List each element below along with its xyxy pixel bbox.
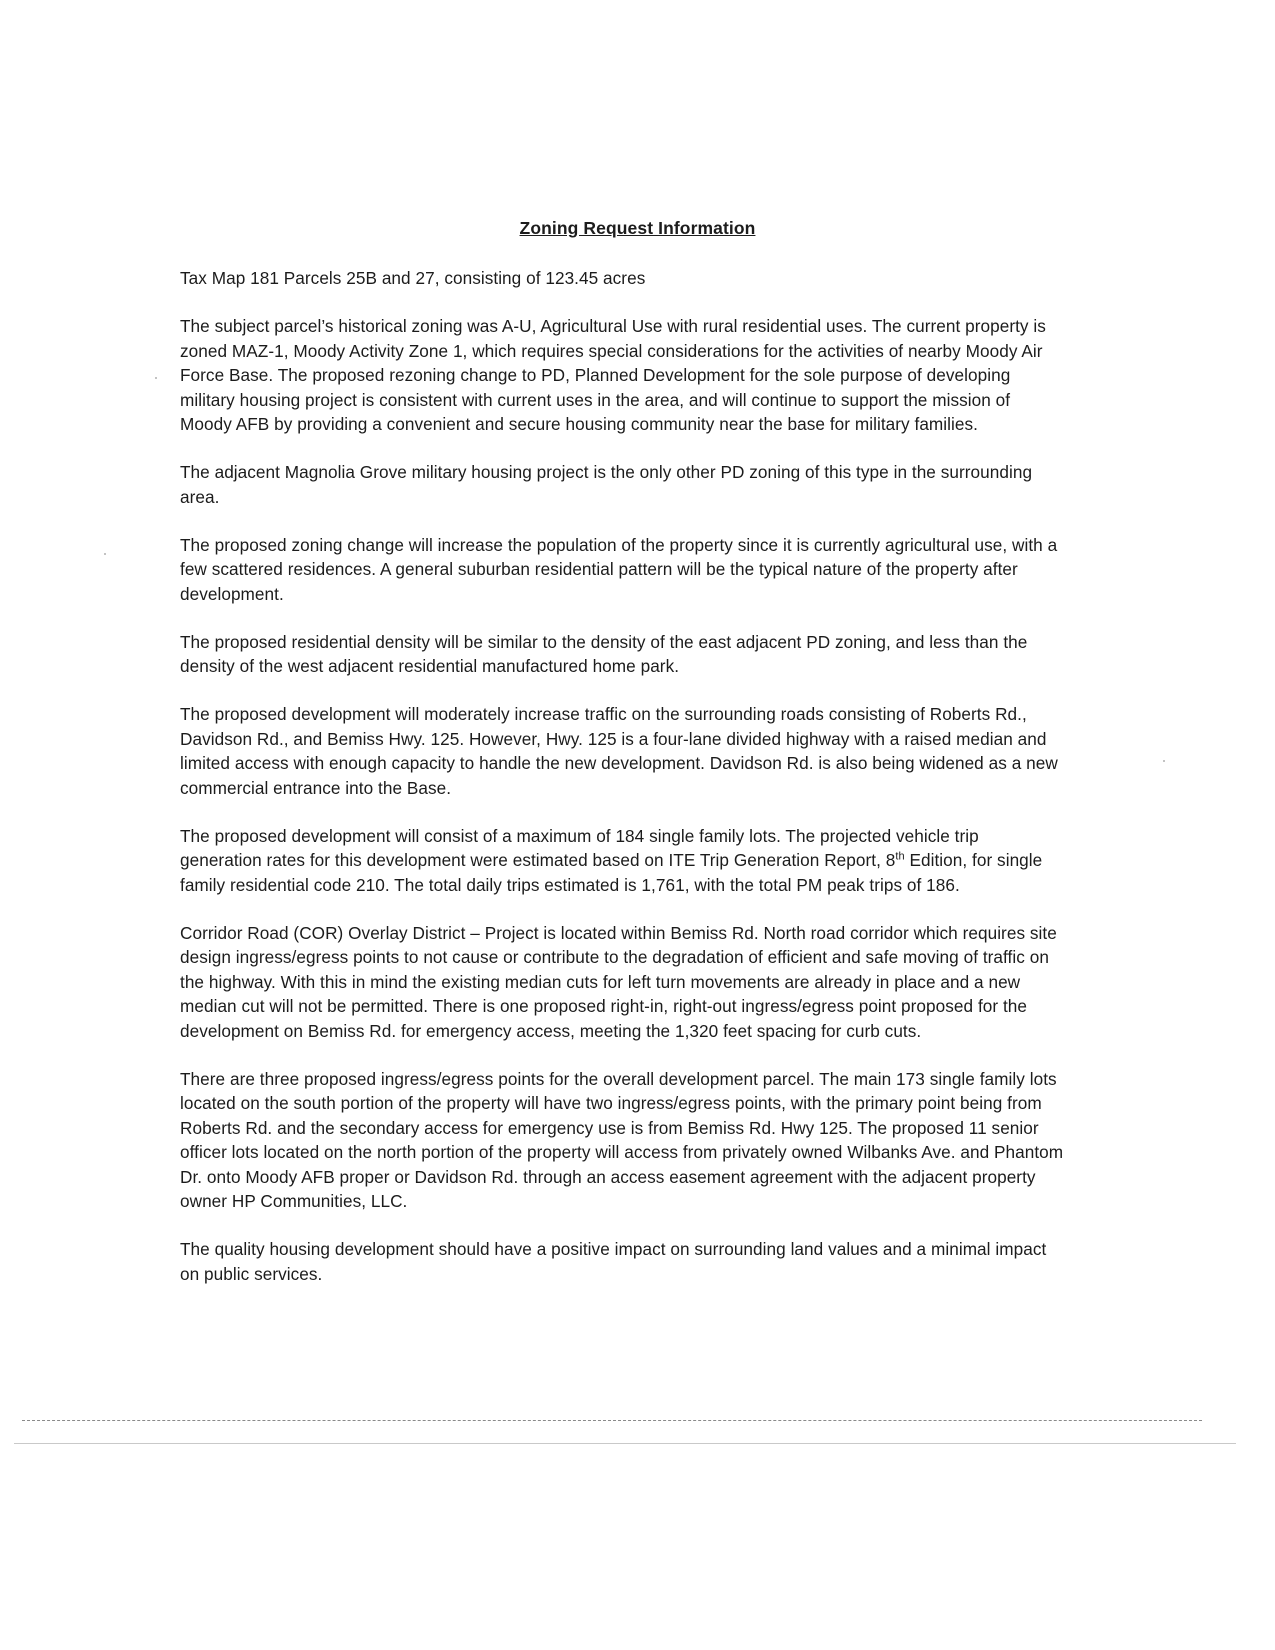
ordinal-superscript: th [895, 850, 905, 863]
paragraph-magnolia-grove: The adjacent Magnolia Grove military housing project is the only other PD zoning of this type in the surrounding area. [180, 462, 1033, 507]
paragraph-corridor-overlay: Corridor Road (COR) Overlay District – Project is located within Bemiss Rd. North road corridor which requires site design ingress/egress points to not cause or contribute to the degradation of efficient and safe moving of traffic on the highway. With this in mind the existing median cuts for left turn movements are already in place and a new median cut will not be permitted. There is one proposed right-in, right-out ingress/egress point proposed for the development on Bemiss Rd. for emergency access, meeting the 1,320 feet spacing for curb cuts. [180, 922, 1057, 1041]
paragraph-traffic: The proposed development will moderately increase traffic on the surrounding roads consisting of Roberts Rd., Davidson Rd., and Bemiss Hwy. 125. However, Hwy. 125 is a four-lane divided highway with a raised median and limited access with enough capacity to handle the new development. Davidson Rd. is also being widened as a new commercial entrance into the Base. [180, 704, 1058, 798]
paragraph-trip-generation [180, 824, 1065, 898]
paragraph-density: The proposed residential density will be similar to the density of the east adjacent PD zoning, and less than the density of the west adjacent residential manufactured home park. [180, 631, 1028, 676]
document-title: Zoning Request Information [519, 218, 756, 238]
scan-artifact-dashed-line [22, 1420, 1202, 1421]
scan-artifact-dot [155, 377, 157, 379]
paragraph-population: The proposed zoning change will increase the population of the property since it is currently agricultural use, with a few scattered residences. A general suburban residential pattern will be the typical nature of the property after development. [180, 534, 1058, 604]
paragraph-land-values: The quality housing development should have a positive impact on surrounding land values and a minimal impact on public services. [180, 1239, 1047, 1284]
trip-text-end: Edition, for single family residential code 210. The total daily trips estimated is 1,761, with the total PM peak trips of 186. [180, 850, 1043, 895]
paragraph-historical-zoning: The subject parcel’s historical zoning was A-U, Agricultural Use with rural residential uses. The current property is zoned MAZ-1, Moody Activity Zone 1, which requires special considerations for the activities of nearby Moody Air Force Base. The proposed rezoning change to PD, Planned Development for the sole purpose of developing military housing project is consistent with current uses in the area, and will continue to support the mission of Moody AFB by providing a convenient and secure housing community near the base for military families. [180, 316, 1046, 434]
document-body [180, 266, 1065, 1310]
scan-artifact-dot [1163, 760, 1165, 762]
scan-artifact-rule [14, 1443, 1236, 1444]
paragraph-ingress-egress: There are three proposed ingress/egress points for the overall development parcel. The main 173 single family lots located on the south portion of the property will have two ingress/egress points, with the primary point being from Roberts Rd. and the secondary access for emergency use is from Bemiss Rd. Hwy 125. The proposed 11 senior officer lots located on the north portion of the property will access from privately owned Wilbanks Ave. and Phantom Dr. onto Moody AFB proper or Davidson Rd. through an access easement agreement with the adjacent property owner HP Communities, LLC. [180, 1068, 1064, 1211]
trip-text-start: The proposed development will consist of a maximum of 184 single family lots. The projected vehicle trip generation rates for this development were estimated based on ITE Trip Generation Report, 8 [180, 825, 979, 870]
scan-artifact-dot [104, 553, 106, 555]
paragraph-tax-map: Tax Map 181 Parcels 25B and 27, consisting of 123.45 acres [180, 268, 646, 288]
